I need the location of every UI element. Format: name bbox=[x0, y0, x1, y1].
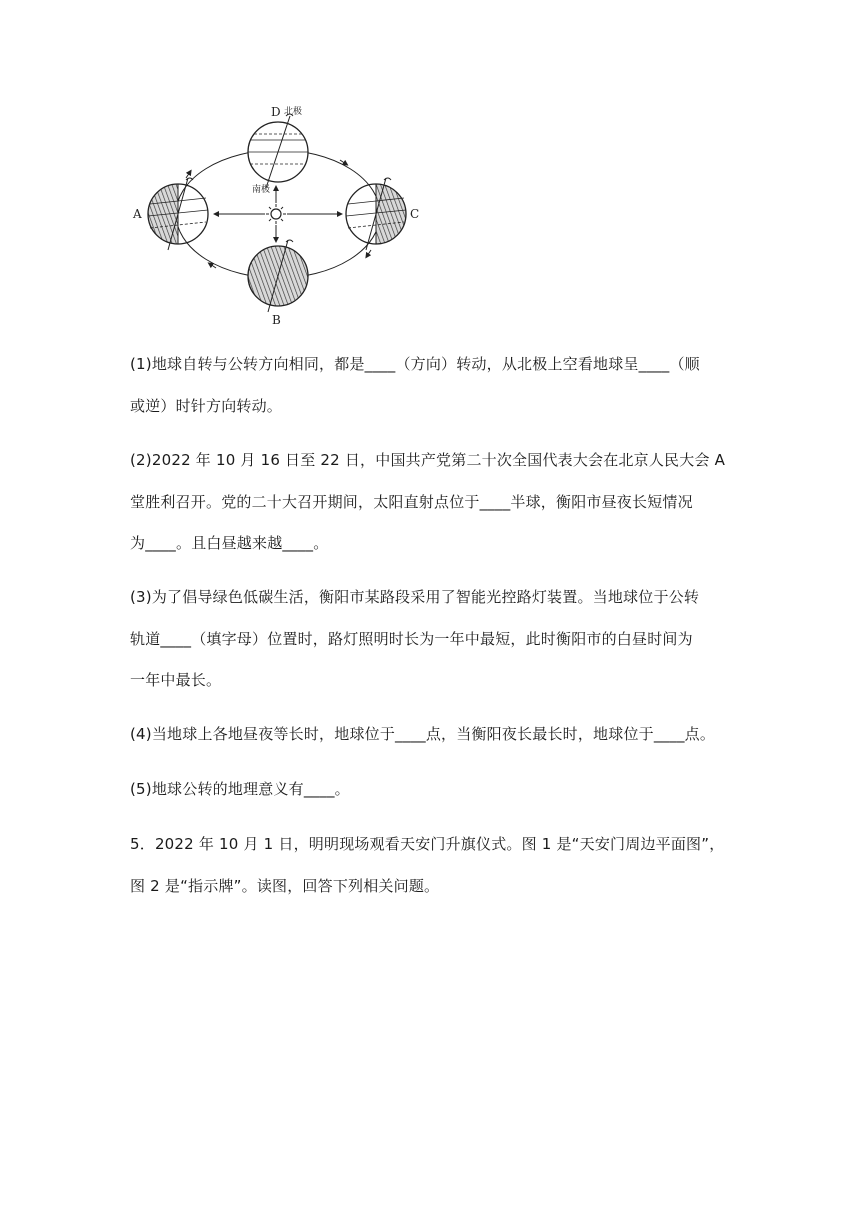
earth-position-b bbox=[248, 240, 308, 312]
q3-line-2: 轨道____（填字母）位置时，路灯照明时长为一年中最短，此时衡阳市的白昼时间为 bbox=[130, 630, 693, 648]
q3-line-1: (3)为了倡导绿色低碳生活，衡阳市某路段采用了智能光控路灯装置。当地球位于公转 bbox=[130, 588, 700, 606]
earth-position-c bbox=[346, 178, 406, 250]
q5-line-1: (5)地球公转的地理意义有____。 bbox=[130, 780, 350, 798]
problem5-line-2: 图 2 是“指示牌”。读图，回答下列相关问题。 bbox=[130, 877, 440, 895]
label-a: A bbox=[133, 207, 142, 221]
sun-icon bbox=[266, 204, 286, 224]
q1-line-1: (1)地球自转与公转方向相同，都是____（方向）转动，从北极上空看地球呈____（顺 bbox=[130, 355, 700, 373]
label-south-pole: 南极 bbox=[252, 185, 271, 195]
q2-line-1: (2)2022 年 10 月 16 日至 22 日，中国共产党第二十次全国代表大会在北京人民大会 A bbox=[130, 451, 726, 469]
q2-line-3: 为____。且白昼越来越____。 bbox=[130, 534, 329, 552]
earth-orbit-diagram bbox=[128, 100, 428, 330]
orbit-svg bbox=[128, 100, 428, 330]
label-d: D bbox=[271, 105, 281, 119]
problem5-line-1: 5．2022 年 10 月 1 日，明明现场观看天安门升旗仪式。图 1 是“天安门周边平面图”， bbox=[130, 835, 725, 853]
q4-line-1: (4)当地球上各地昼夜等长时，地球位于____点，当衡阳夜长最长时，地球位于____点。 bbox=[130, 725, 716, 743]
orbit-arrow-icon bbox=[186, 172, 190, 178]
earth-position-d bbox=[248, 114, 308, 188]
label-c: C bbox=[410, 207, 420, 221]
q3-line-3: 一年中最长。 bbox=[130, 671, 222, 689]
q1-line-2: 或逆）时针方向转动。 bbox=[130, 397, 283, 415]
label-north-pole: 北极 bbox=[284, 107, 303, 117]
q2-line-2: 堂胜利召开。党的二十大召开期间，太阳直射点位于____半球，衡阳市昼夜长短情况 bbox=[130, 493, 693, 511]
earth-position-a bbox=[148, 178, 208, 250]
label-b: B bbox=[272, 313, 281, 327]
orbit-arrow-icon bbox=[367, 250, 371, 256]
